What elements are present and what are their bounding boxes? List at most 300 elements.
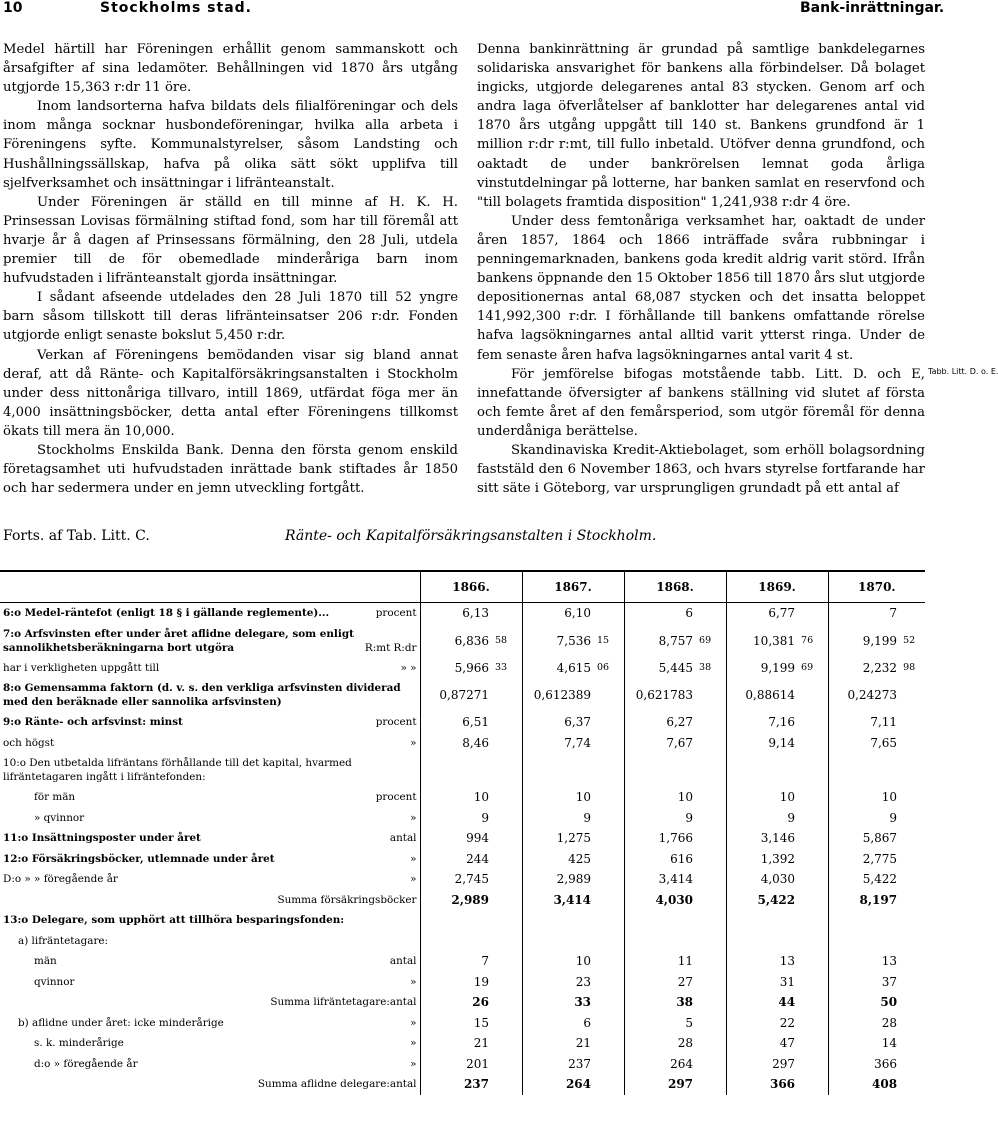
row-label	[0, 849, 420, 870]
cell-value: 9	[685, 810, 694, 825]
row-label-text: 13:o Delegare, som upphört att tillhöra besparingsfonden:	[3, 914, 345, 927]
cell-value: 3,146	[760, 831, 796, 846]
cell-value: 408	[872, 1077, 898, 1092]
cell-fraction	[798, 808, 828, 829]
cell-fraction	[492, 603, 522, 624]
cell-fraction	[900, 910, 925, 931]
cell-value: 616	[670, 851, 694, 866]
cell-value: 23	[575, 974, 592, 989]
table-continuation: Forts. af Tab. Litt. C.	[3, 528, 150, 544]
cell-value: 4,030	[655, 892, 694, 907]
cell-fraction	[900, 951, 925, 972]
cell-fraction	[696, 787, 726, 808]
row-unit: »	[410, 852, 417, 865]
cell-value: 2,989	[556, 872, 592, 887]
cell-fraction	[900, 890, 925, 911]
cell-value: 6,836	[454, 633, 489, 648]
cell-value: 13	[881, 954, 898, 969]
cell-fraction	[798, 753, 828, 787]
cell-value: 21	[575, 1036, 592, 1051]
cell-fraction	[900, 869, 925, 890]
cell-value: 9	[787, 810, 796, 825]
row-unit: » »	[400, 661, 417, 674]
row-label-text: män	[34, 955, 57, 968]
cell-value	[828, 931, 900, 952]
cell-value: 22	[779, 1015, 796, 1030]
cell-fraction	[696, 733, 726, 754]
row-label-text: qvinnor	[34, 975, 75, 988]
cell-value	[522, 753, 594, 787]
cell-value: 0,88614	[745, 688, 796, 702]
cell-fraction	[492, 733, 522, 754]
row-label-text: och högst	[3, 736, 55, 749]
cell-value: 26	[472, 995, 489, 1010]
cell-value: 10	[779, 790, 796, 805]
table-row	[0, 828, 925, 849]
cell-value: 21	[473, 1036, 489, 1051]
left-text-column	[3, 40, 458, 498]
cell-value	[828, 753, 900, 787]
row-unit: procent	[375, 791, 417, 804]
cell-value: 28	[881, 1015, 898, 1030]
table-row	[0, 1033, 925, 1054]
cell-fraction	[594, 733, 624, 754]
row-unit: antal	[389, 955, 417, 968]
row-label	[0, 658, 420, 679]
cell-fraction	[492, 787, 522, 808]
cell-fraction	[594, 828, 624, 849]
cell-value	[624, 753, 696, 787]
paragraph: Denna bankinrättning är grundad på samtlige bankdelegarnes solidariska ansvarighet för bankens alla förbindelser. Då bolaget ingicks, utgjorde delegarenes antal 83 stycken. Genom arf och andra laga öfverlåtelser af banklotter har delegarenes antal vid 1870 års utgång uppgått till 140 st. Bankens grundfond är 1 million r:dr r:mt, till fullo inbetald. Utöfver denna grundfond, och oaktadt de under bankrörelsen lemnat goda årliga vinstutdelningar på lotterne, har banken samlat en reservfond och "till bolagets framtida disposition" 1,241,938 r:dr 4 öre.	[477, 42, 925, 210]
cell-value: 2,745	[454, 872, 489, 887]
cell-fraction	[492, 808, 522, 829]
cell-value: 7,67	[666, 735, 694, 750]
paragraph: Inom landsorterna hafva bildats dels filialföreningar och dels inom många socknar husbondeföreningar, hvilka alla arbeta i Föreningens syfte. Kommunalstyrelser, såsom Landsting och Hushållningssällskap, hafva på olika sätt sökt upplifva till sjelfverksamhet och insättningar i lifränteanstalt.	[3, 99, 458, 191]
cell-value: 2,232	[862, 660, 898, 675]
cell-fraction	[900, 992, 925, 1013]
cell-fraction: 76	[798, 624, 828, 658]
cell-value: 0,621783	[635, 688, 694, 702]
cell-value	[726, 931, 798, 952]
table-row	[0, 869, 925, 890]
cell-value: 14	[881, 1036, 898, 1051]
row-label-text: 9:o Ränte- och arfsvinst: minst	[3, 716, 183, 729]
cell-value: 8,757	[658, 633, 694, 648]
cell-value: 7	[889, 606, 898, 621]
cell-value: 6,27	[666, 715, 694, 730]
cell-fraction	[696, 869, 726, 890]
cell-fraction	[696, 910, 726, 931]
cell-fraction	[594, 972, 624, 993]
table-row	[0, 910, 925, 931]
cell-value: 0,612389	[533, 688, 592, 702]
row-label	[0, 753, 420, 787]
year-header: 1866.	[420, 571, 522, 603]
row-label	[0, 869, 420, 890]
cell-value	[624, 931, 696, 952]
cell-fraction	[492, 972, 522, 993]
cell-fraction	[696, 753, 726, 787]
cell-value: 19	[473, 974, 489, 989]
cell-fraction	[696, 972, 726, 993]
row-label-text: b) aflidne under året: icke minderårige	[18, 1016, 224, 1029]
row-label-text: för män	[34, 791, 76, 804]
table-header-row	[0, 571, 925, 603]
cell-fraction	[594, 931, 624, 952]
cell-value: 13	[779, 954, 796, 969]
row-label-text: d:o » föregående år	[34, 1057, 138, 1070]
cell-fraction	[594, 869, 624, 890]
cell-fraction	[492, 1074, 522, 1095]
cell-fraction	[900, 1013, 925, 1034]
row-label-text: har i verkligheten uppgått till	[3, 661, 160, 674]
row-label	[0, 972, 420, 993]
cell-value: 425	[568, 851, 592, 866]
cell-fraction	[900, 712, 925, 733]
cell-fraction	[696, 951, 726, 972]
row-label	[0, 787, 420, 808]
row-label	[0, 808, 420, 829]
cell-fraction	[798, 1074, 828, 1095]
cell-value: 244	[466, 851, 489, 866]
paragraph: Under Föreningen är ställd en till minne af H. K. H. Prinsessan Lovisas förmälning stiftad fond, som har till föremål att hvarje år å dagen af Prinsessans förmälning, den 28 Juli, utdela premier till de för obemedlade minderåriga barn inom hufvudstaden i lifränteanstalt gjorda insättningar.	[3, 194, 458, 287]
cell-fraction	[798, 1054, 828, 1075]
row-unit: »	[410, 811, 417, 824]
cell-value: 6,10	[564, 606, 592, 621]
cell-value	[420, 931, 492, 952]
cell-value	[828, 910, 900, 931]
cell-value: 0,87271	[439, 688, 489, 702]
cell-fraction	[594, 1033, 624, 1054]
row-label-text: 10:o Den utbetalda lifräntans förhållande till det kapital, hvarmed lifräntetagaren ingått i lifräntefonden:	[3, 757, 352, 783]
cell-value: 5,966	[454, 660, 489, 675]
row-unit: procent	[375, 716, 417, 729]
cell-value: 4,615	[556, 660, 592, 675]
row-label-text: 12:o Försäkringsböcker, utlemnade under året	[3, 852, 275, 865]
cell-fraction: 15	[594, 624, 624, 658]
cell-fraction	[696, 890, 726, 911]
cell-fraction	[492, 1033, 522, 1054]
table-row	[0, 753, 925, 787]
paragraph: För jemförelse bifogas motstående tabb. Litt. D. och E, innefattande öfversigter af bankens ställning vid slutet af första och femte året af den femårsperiod, som utgör föremål för denna underdåniga berättelse.	[477, 366, 925, 439]
cell-value: 6,77	[768, 606, 796, 621]
cell-value: 33	[574, 995, 592, 1010]
cell-value: 10	[881, 790, 898, 805]
cell-fraction	[798, 951, 828, 972]
cell-fraction	[696, 1074, 726, 1095]
table-row	[0, 1054, 925, 1075]
cell-value	[726, 753, 798, 787]
row-unit: antal	[389, 832, 417, 845]
row-label	[0, 603, 420, 624]
cell-value: 7,11	[870, 715, 898, 730]
table-row	[0, 992, 925, 1013]
cell-value: 366	[874, 1056, 898, 1071]
cell-value: 5	[685, 1015, 694, 1030]
cell-fraction: 69	[696, 624, 726, 658]
cell-fraction	[798, 1013, 828, 1034]
page-number: 10	[3, 0, 23, 16]
cell-value: 6	[583, 1015, 592, 1030]
cell-value: 50	[880, 995, 898, 1010]
row-label-text: Summa försäkringsböcker	[277, 893, 417, 906]
table-caption	[0, 528, 960, 548]
cell-fraction	[492, 992, 522, 1013]
cell-value: 10	[575, 954, 592, 969]
cell-fraction	[900, 733, 925, 754]
row-unit: »	[410, 975, 417, 988]
cell-fraction	[696, 1013, 726, 1034]
paragraph: Under dess femtonåriga verksamhet har, oaktadt de under åren 1857, 1864 och 1866 inträffade svåra rubbningar i penningemarknaden, bankens goda kredit aldrig varit störd. Ifrån bankens öppnande den 15 Oktober 1856 till 1870 års slut utgjorde depositionernas antal 68,087 stycken och det insatta beloppet 141,992,300 r:dr. I förhållande till bankens omfattande rörelse hafva lagsökningarnes antal alltid varit ytterst ringa. Under de fem senaste åren hafva lagsökningarnes antal varit 4 st.	[477, 213, 925, 363]
cell-value: 366	[769, 1077, 796, 1092]
row-label	[0, 890, 420, 911]
row-label	[0, 910, 420, 931]
year-header: 1868.	[624, 571, 726, 603]
cell-value: 7,74	[564, 735, 592, 750]
row-label-text: 8:o Gemensamma faktorn (d. v. s. den verkliga arfsvinsten dividerad med den beräknade eller sannolika arfsvinsten)	[3, 682, 401, 708]
cell-value: 15	[473, 1015, 489, 1030]
right-text-column	[477, 40, 925, 498]
cell-fraction	[696, 849, 726, 870]
cell-value: 8,46	[462, 735, 489, 750]
cell-value: 47	[779, 1036, 796, 1051]
cell-value: 9,199	[760, 660, 796, 675]
cell-fraction	[900, 753, 925, 787]
table-title: Ränte- och Kapitalförsäkringsanstalten i Stockholm.	[285, 528, 657, 544]
row-label-text: » qvinnor	[34, 811, 85, 824]
cell-value: 9,199	[862, 633, 898, 648]
row-label	[0, 624, 420, 658]
cell-fraction	[900, 931, 925, 952]
cell-fraction	[798, 910, 828, 931]
cell-value: 10	[575, 790, 592, 805]
cell-fraction	[798, 972, 828, 993]
table-row	[0, 603, 925, 624]
row-label-text: a) lifräntetagare:	[18, 934, 109, 947]
cell-fraction	[696, 712, 726, 733]
cell-value: 10	[677, 790, 694, 805]
cell-value: 3,414	[658, 872, 694, 887]
cell-fraction	[798, 1033, 828, 1054]
cell-fraction: 58	[492, 624, 522, 658]
table-body	[0, 603, 925, 1095]
cell-value: 2,775	[862, 851, 898, 866]
cell-fraction	[492, 951, 522, 972]
row-unit: antal	[389, 996, 417, 1009]
table-row	[0, 972, 925, 993]
cell-fraction	[798, 603, 828, 624]
paragraph: Verkan af Föreningens bemödanden visar sig bland annat deraf, att då Ränte- och Kapitalförsäkringsanstalten i Stockholm under dess nittonåriga tillvaro, intill 1869, utfärdat föga mer än 4,000 insättningsböcker, detta antal efter Föreningens tillkomst ökats till mera än 10,000.	[3, 347, 458, 439]
row-unit: »	[410, 1037, 417, 1050]
row-unit: »	[410, 1057, 417, 1070]
table-row	[0, 624, 925, 658]
paragraph: Stockholms Enskilda Bank. Denna den första genom enskild företagsamhet uti hufvudstaden inrättade bank stiftades år 1850 och har sedermera under en jemn utveckling fortgått.	[3, 442, 458, 497]
cell-fraction	[594, 951, 624, 972]
cell-fraction	[594, 712, 624, 733]
row-unit: »	[410, 736, 417, 749]
cell-value	[522, 910, 594, 931]
cell-fraction	[900, 1074, 925, 1095]
cell-fraction	[492, 753, 522, 787]
cell-fraction	[696, 1054, 726, 1075]
cell-fraction	[594, 910, 624, 931]
cell-fraction	[594, 808, 624, 829]
table-row	[0, 678, 925, 712]
cell-value	[522, 931, 594, 952]
cell-fraction: 69	[798, 658, 828, 679]
table-row	[0, 1013, 925, 1034]
cell-value: 1,766	[658, 831, 694, 846]
cell-value: 0,24273	[847, 688, 898, 702]
cell-value: 297	[667, 1077, 694, 1092]
row-label	[0, 828, 420, 849]
cell-fraction	[594, 678, 624, 712]
cell-fraction	[696, 603, 726, 624]
cell-fraction	[900, 1054, 925, 1075]
cell-value: 44	[778, 995, 796, 1010]
cell-fraction: 52	[903, 635, 916, 646]
cell-fraction	[594, 753, 624, 787]
cell-fraction	[696, 678, 726, 712]
cell-fraction	[492, 910, 522, 931]
row-label-text: Summa aflidne delegare:	[257, 1078, 390, 1091]
cell-value: 5,422	[757, 892, 796, 907]
cell-fraction	[594, 787, 624, 808]
row-label	[0, 931, 420, 952]
cell-fraction	[492, 1054, 522, 1075]
cell-fraction	[798, 890, 828, 911]
margin-note: Tabb. Litt. D. o. E.	[928, 367, 998, 376]
cell-fraction	[900, 787, 925, 808]
row-label	[0, 951, 420, 972]
statistics-table	[0, 570, 925, 1095]
row-label-text: s. k. minderårige	[34, 1037, 124, 1050]
cell-fraction: 98	[903, 662, 916, 674]
cell-value: 1,275	[556, 831, 592, 846]
cell-value: 9	[889, 810, 898, 825]
cell-fraction	[594, 890, 624, 911]
cell-value: 237	[568, 1056, 592, 1071]
cell-fraction	[900, 808, 925, 829]
cell-fraction	[492, 849, 522, 870]
cell-value: 3,414	[553, 892, 592, 907]
cell-value: 7,16	[768, 715, 796, 730]
cell-value: 1,392	[760, 851, 796, 866]
cell-fraction	[492, 678, 522, 712]
cell-fraction	[492, 931, 522, 952]
table-row	[0, 712, 925, 733]
table-row	[0, 808, 925, 829]
row-label	[0, 1074, 420, 1095]
table-row	[0, 733, 925, 754]
cell-value: 6	[685, 606, 694, 621]
cell-fraction	[594, 603, 624, 624]
table-row	[0, 849, 925, 870]
cell-value: 37	[881, 974, 898, 989]
cell-value	[420, 753, 492, 787]
cell-fraction	[900, 828, 925, 849]
row-unit: procent	[375, 607, 417, 620]
cell-fraction	[900, 1033, 925, 1054]
cell-fraction	[594, 992, 624, 1013]
cell-value: 297	[772, 1056, 796, 1071]
cell-value: 5,867	[862, 831, 898, 846]
cell-value: 6,51	[462, 715, 489, 730]
cell-value: 9	[481, 810, 489, 825]
cell-fraction	[696, 1033, 726, 1054]
cell-fraction	[492, 712, 522, 733]
cell-fraction	[492, 869, 522, 890]
cell-fraction	[900, 972, 925, 993]
cell-value: 11	[677, 954, 694, 969]
cell-fraction	[696, 992, 726, 1013]
section-title: Stockholms stad.	[100, 0, 252, 16]
cell-value: 27	[677, 974, 694, 989]
cell-value: 10,381	[753, 633, 796, 648]
row-unit: antal	[389, 1078, 417, 1091]
row-label-text: 7:o Arfsvinsten efter under året aflidne delegare, som enligt sannolikhetsberäkningarna bort utgöra	[3, 627, 354, 654]
row-label	[0, 678, 420, 712]
cell-fraction	[798, 733, 828, 754]
cell-fraction	[798, 787, 828, 808]
cell-fraction	[594, 1013, 624, 1034]
cell-value: 5,445	[658, 660, 694, 675]
cell-fraction	[900, 678, 925, 712]
cell-fraction	[696, 808, 726, 829]
row-label	[0, 1013, 420, 1034]
cell-fraction	[798, 712, 828, 733]
cell-value: 7,536	[556, 633, 592, 648]
table-row	[0, 890, 925, 911]
cell-value	[420, 910, 492, 931]
cell-fraction	[798, 678, 828, 712]
cell-fraction: 38	[696, 658, 726, 679]
cell-value: 7	[481, 954, 489, 969]
row-unit: »	[410, 1016, 417, 1029]
cell-fraction	[900, 603, 925, 624]
row-label	[0, 1033, 420, 1054]
cell-fraction: 33	[492, 658, 522, 679]
row-label	[0, 992, 420, 1013]
cell-value: 2,989	[451, 892, 489, 907]
year-header: 1867.	[522, 571, 624, 603]
cell-fraction	[594, 1074, 624, 1095]
row-label-text: 6:o Medel-räntefot (enligt 18 § i gällande reglemente)...	[3, 607, 330, 620]
cell-fraction	[696, 931, 726, 952]
row-label-text: Summa lifräntetagare:	[270, 996, 390, 1009]
year-header: 1869.	[726, 571, 828, 603]
row-label-text: D:o » » föregående år	[3, 873, 118, 886]
table-row	[0, 658, 925, 679]
cell-value: 9,14	[768, 735, 796, 750]
row-label-text: 11:o Insättningsposter under året	[3, 832, 201, 845]
row-label	[0, 712, 420, 733]
paragraph: Medel härtill har Föreningen erhållit genom sammanskott och årsafgifter af sina ledamöter. Behållningen vid 1870 års utgång utgjorde 15,363 r:dr 11 öre.	[3, 42, 458, 96]
table-row	[0, 1074, 925, 1095]
page-header	[0, 0, 960, 20]
cell-value: 237	[463, 1077, 489, 1092]
table-row	[0, 931, 925, 952]
cell-fraction	[594, 1054, 624, 1075]
topic-title: Bank-inrättningar.	[800, 0, 945, 16]
cell-fraction	[696, 828, 726, 849]
cell-value: 9	[583, 810, 592, 825]
cell-fraction	[492, 1013, 522, 1034]
cell-value: 31	[779, 974, 796, 989]
cell-fraction: 06	[594, 658, 624, 679]
cell-value: 6,37	[564, 715, 592, 730]
cell-value: 201	[466, 1056, 489, 1071]
